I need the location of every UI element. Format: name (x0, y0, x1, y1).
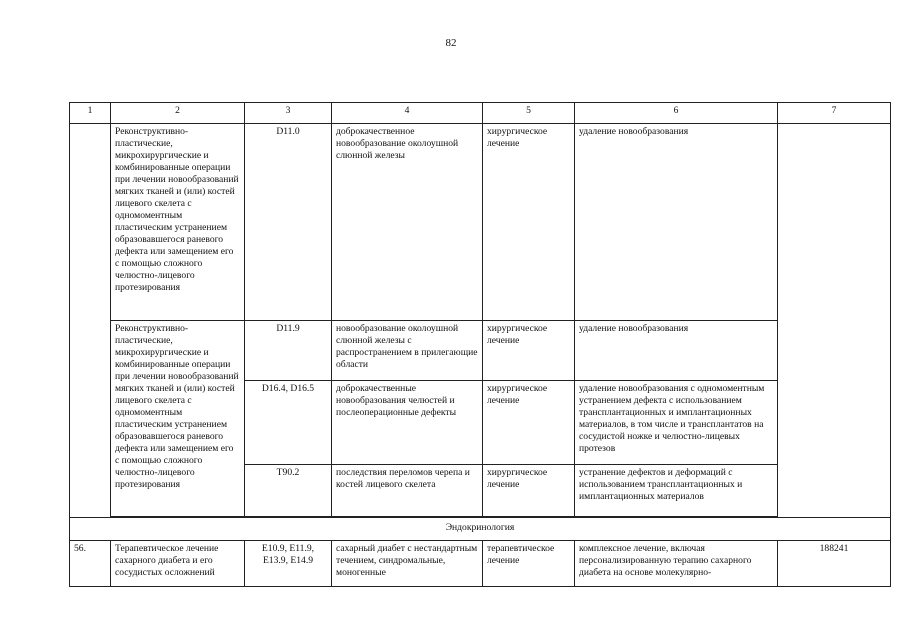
icd-code-cell: D11.9 (245, 321, 332, 381)
icd-code-cell: D16.4, D16.5 (245, 381, 332, 465)
column-header: 2 (111, 103, 245, 124)
treatment-method-cell: удаление новообразования с одномоментным устранением дефекта с использованием трансплантационных и имплантационных материалов, в том числе и трансплантатов на сосудистой ножке и челюстно-лицевых протезов (575, 381, 778, 465)
cost-cell: 188241 (778, 541, 891, 587)
treatment-type-cell: хирургическое лечение (483, 124, 575, 321)
column-header: 5 (483, 103, 575, 124)
icd-code-cell: E10.9, E11.9, E13.9, E14.9 (245, 541, 332, 587)
table-row (70, 321, 891, 381)
patient-model-cell: новообразование околоушной слюнной железы с распространением в прилегающие области (332, 321, 483, 381)
treatment-method-cell: удаление новообразования (575, 321, 778, 381)
treatment-method-cell: устранение дефектов и деформаций с использованием трансплантационных и имплантационных материалов (575, 465, 778, 517)
treatment-method-cell: комплексное лечение, включая персонализированную терапию сахарного диабета на основе молекулярно- (575, 541, 778, 587)
row-number-cell: 56. (70, 541, 111, 587)
page-number: 82 (445, 37, 457, 49)
cost-cell (778, 124, 891, 518)
treatment-type-cell: хирургическое лечение (483, 321, 575, 381)
patient-model-cell: доброкачественные новообразования челюстей и послеоперационные дефекты (332, 381, 483, 465)
table-row (70, 124, 891, 321)
method-cell: Реконструктивно-пластические, микрохирургические и комбинированные операции при лечении новообразований мягких тканей и (или) костей лицевого скелета с одномоментным пластическим устранением образовавшегося раневого дефекта или замещением его с помощью сложного челюстно-лицевого протезирования (111, 321, 245, 517)
column-header: 3 (245, 103, 332, 124)
section-title: Эндокринология (70, 518, 891, 541)
treatment-method-cell: удаление новообразования (575, 124, 778, 321)
patient-model-cell: последствия переломов черепа и костей лицевого скелета (332, 465, 483, 517)
icd-code-cell: T90.2 (245, 465, 332, 517)
column-number-row (70, 103, 891, 124)
column-header: 4 (332, 103, 483, 124)
treatment-type-cell: хирургическое лечение (483, 381, 575, 465)
patient-model-cell: сахарный диабет с нестандартным течением, синдромальные, моногенные (332, 541, 483, 587)
row-number-cell (70, 124, 111, 518)
column-header: 6 (575, 103, 778, 124)
column-header: 1 (70, 103, 111, 124)
table-row (70, 541, 891, 587)
column-header: 7 (778, 103, 891, 124)
treatment-type-cell: хирургическое лечение (483, 465, 575, 517)
treatment-type-cell: терапевтическое лечение (483, 541, 575, 587)
medical-care-table (69, 102, 891, 587)
section-header-row (70, 518, 891, 541)
method-cell: Реконструктивно-пластические, микрохирургические и комбинированные операции при лечении новообразований мягких тканей и (или) костей лицевого скелета с одномоментным пластическим устранением образовавшегося раневого дефекта или замещением его с помощью сложного челюстно-лицевого протезирования (111, 124, 245, 321)
patient-model-cell: доброкачественное новообразование околоушной слюнной железы (332, 124, 483, 321)
method-cell: Терапевтическое лечение сахарного диабета и его сосудистых осложнений (111, 541, 245, 587)
icd-code-cell: D11.0 (245, 124, 332, 321)
